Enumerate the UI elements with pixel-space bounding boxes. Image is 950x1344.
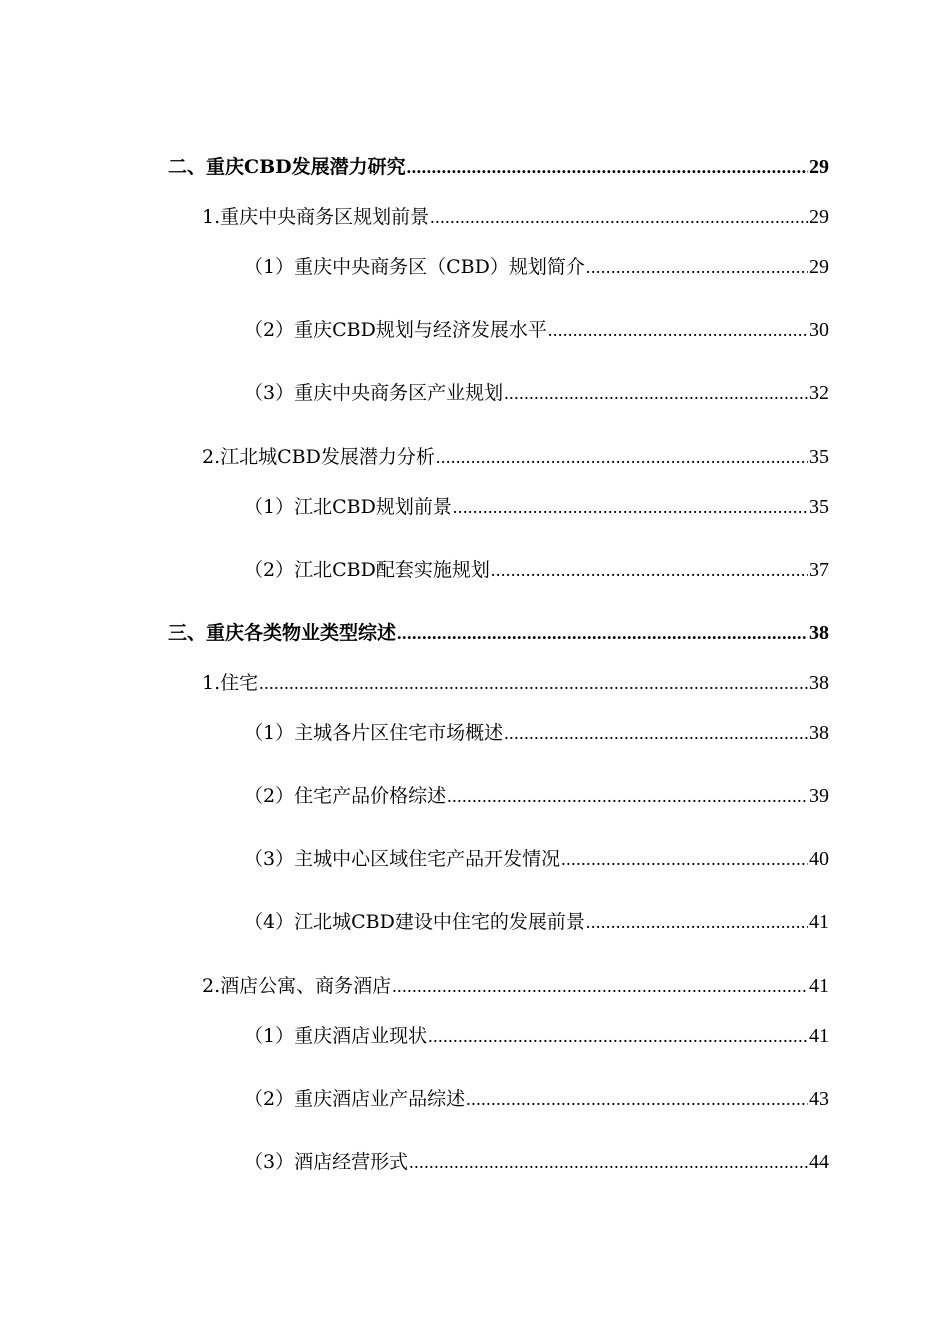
toc-entry[interactable] [202, 443, 829, 471]
toc-entry-page: 30 [809, 319, 829, 341]
toc-entry-title: 二、重庆CBD发展潜力研究 [168, 156, 406, 178]
toc-entry-title: （2）重庆酒店业产品综述 [244, 1088, 466, 1110]
toc-leader-dots [586, 908, 808, 936]
toc-leader-dots [504, 719, 808, 747]
toc-entry-title: （2）江北CBD配套实施规划 [244, 559, 490, 581]
toc-entry-title: （3）主城中心区域住宅产品开发情况 [244, 848, 561, 870]
toc-entry[interactable] [244, 908, 829, 936]
toc-leader-dots [409, 1148, 808, 1176]
toc-leader-dots [259, 669, 808, 697]
toc-entry-title: （3）酒店经营形式 [244, 1151, 409, 1173]
toc-leader-dots [491, 556, 808, 584]
toc-entry-section-2[interactable] [168, 153, 829, 181]
toc-entry-page: 39 [809, 785, 829, 807]
toc-entry-title: 2.江北城CBD发展潜力分析 [202, 446, 435, 468]
toc-entry[interactable] [244, 493, 829, 521]
toc-entry-page: 41 [809, 911, 829, 933]
toc-leader-dots [466, 1085, 808, 1113]
toc-entry-page: 38 [809, 672, 829, 694]
toc-leader-dots [561, 845, 808, 873]
toc-entry-page: 35 [809, 446, 829, 468]
toc-entry-title: （4）江北城CBD建设中住宅的发展前景 [244, 911, 585, 933]
toc-entry-section-3[interactable] [168, 619, 829, 647]
toc-leader-dots [430, 203, 808, 231]
toc-entry-title: （1）重庆中央商务区（CBD）规划简介 [244, 256, 585, 278]
toc-entry[interactable] [244, 782, 829, 810]
toc-entry-page: 41 [809, 975, 829, 997]
toc-entry-page: 41 [809, 1025, 829, 1047]
toc-leader-dots [586, 253, 808, 281]
toc-leader-dots [447, 782, 808, 810]
toc-entry[interactable] [202, 203, 829, 231]
toc-entry[interactable] [202, 669, 829, 697]
toc-entry-title: （2）重庆CBD规划与经济发展水平 [244, 319, 547, 341]
toc-entry-title: （3）重庆中央商务区产业规划 [244, 382, 504, 404]
toc-entry-page: 44 [809, 1151, 829, 1173]
toc-leader-dots [407, 153, 808, 181]
toc-entry[interactable] [244, 316, 829, 344]
toc-entry-title: （1）江北CBD规划前景 [244, 496, 452, 518]
toc-leader-dots [392, 972, 808, 1000]
toc-entry-page: 29 [809, 206, 829, 228]
toc-entry-page: 35 [809, 496, 829, 518]
toc-entry[interactable] [244, 1085, 829, 1113]
toc-leader-dots [453, 493, 808, 521]
toc-leader-dots [436, 443, 808, 471]
toc-entry-page: 32 [809, 382, 829, 404]
toc-entry-title: 1.住宅 [202, 672, 259, 694]
toc-entry-title: 三、重庆各类物业类型综述 [168, 622, 397, 644]
toc-entry[interactable] [244, 719, 829, 747]
toc-entry-title: （1）重庆酒店业现状 [244, 1025, 428, 1047]
toc-leader-dots [504, 379, 808, 407]
toc-entry[interactable] [244, 556, 829, 584]
toc-entry[interactable] [244, 253, 829, 281]
toc-leader-dots [428, 1022, 808, 1050]
toc-entry[interactable] [202, 972, 829, 1000]
toc-entry-title: （1）主城各片区住宅市场概述 [244, 722, 504, 744]
toc-entry-page: 43 [809, 1088, 829, 1110]
toc-leader-dots [397, 619, 808, 647]
toc-entry-title: 2.酒店公寓、商务酒店 [202, 975, 392, 997]
toc-leader-dots [548, 316, 808, 344]
toc-entry-title: 1.重庆中央商务区规划前景 [202, 206, 430, 228]
toc-entry[interactable] [244, 1148, 829, 1176]
toc-entry[interactable] [244, 379, 829, 407]
toc-entry-page: 38 [809, 722, 829, 744]
toc-entry-page: 40 [809, 848, 829, 870]
toc-entry[interactable] [244, 1022, 829, 1050]
toc-entry-title: （2）住宅产品价格综述 [244, 785, 447, 807]
toc-entry-page: 38 [809, 622, 829, 644]
toc-entry-page: 29 [809, 156, 829, 178]
toc-entry-page: 29 [809, 256, 829, 278]
toc-entry[interactable] [244, 845, 829, 873]
toc-entry-page: 37 [809, 559, 829, 581]
